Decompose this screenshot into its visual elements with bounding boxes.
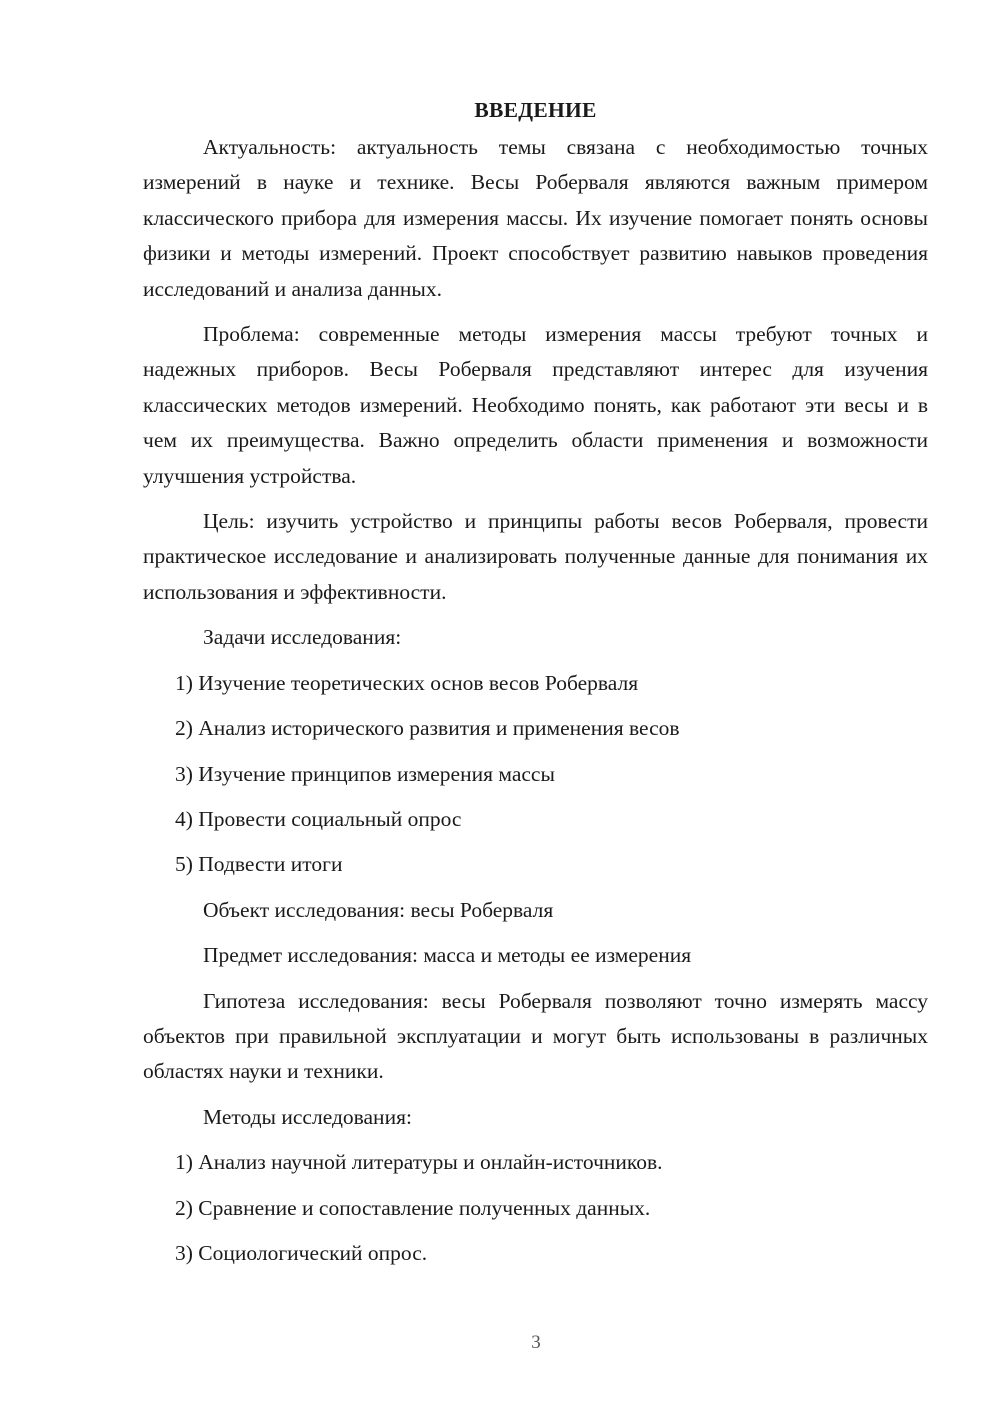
problem-paragraph: Проблема: современные методы измерения массы требуют точных и надежных приборов. Весы Роберваля представляют интерес для изучения классических методов измерений. Необходимо понять, как работают эти весы и в чем их преимущества. Важно определить области применения и возможности улучшения устройства. — [143, 322, 928, 488]
research-object: Объект исследования: весы Роберваля — [203, 897, 554, 922]
task-item: 5) Подвести итоги — [175, 852, 343, 877]
methods-heading: Методы исследования: — [203, 1104, 412, 1129]
method-item: 3) Социологический опрос. — [175, 1240, 428, 1265]
task-item: 1) Изучение теоретических основ весов Роберваля — [175, 670, 639, 695]
task-item: 2) Анализ исторического развития и применения весов — [175, 716, 680, 741]
document-page — [143, 90, 928, 1281]
method-item: 2) Сравнение и сопоставление полученных данных. — [175, 1195, 651, 1220]
method-item: 1) Анализ научной литературы и онлайн-источников. — [175, 1150, 663, 1175]
tasks-heading: Задачи исследования: — [203, 625, 402, 650]
page-title: ВВЕДЕНИЕ — [474, 98, 597, 122]
goal-paragraph: Цель: изучить устройство и принципы работы весов Роберваля, провести практическое исследование и анализировать полученные данные для понимания их использования и эффективности. — [143, 509, 928, 604]
task-item: 4) Провести социальный опрос — [175, 806, 462, 831]
task-item: 3) Изучение принципов измерения массы — [175, 761, 555, 786]
relevance-paragraph: Актуальность: актуальность темы связана с необходимостью точных измерений в науке и технике. Весы Роберваля являются важным примером классического прибора для измерения массы. Их изучение помогает понять основы физики и методы измерений. Проект способствует развитию навыков проведения исследований и анализа данных. — [143, 135, 928, 301]
hypothesis-paragraph: Гипотеза исследования: весы Роберваля позволяют точно измерять массу объектов при правильной эксплуатации и могут быть использованы в различных областях науки и техники. — [143, 988, 928, 1084]
research-subject: Предмет исследования: масса и методы ее измерения — [203, 943, 692, 968]
page-number: 3 — [531, 1332, 541, 1353]
